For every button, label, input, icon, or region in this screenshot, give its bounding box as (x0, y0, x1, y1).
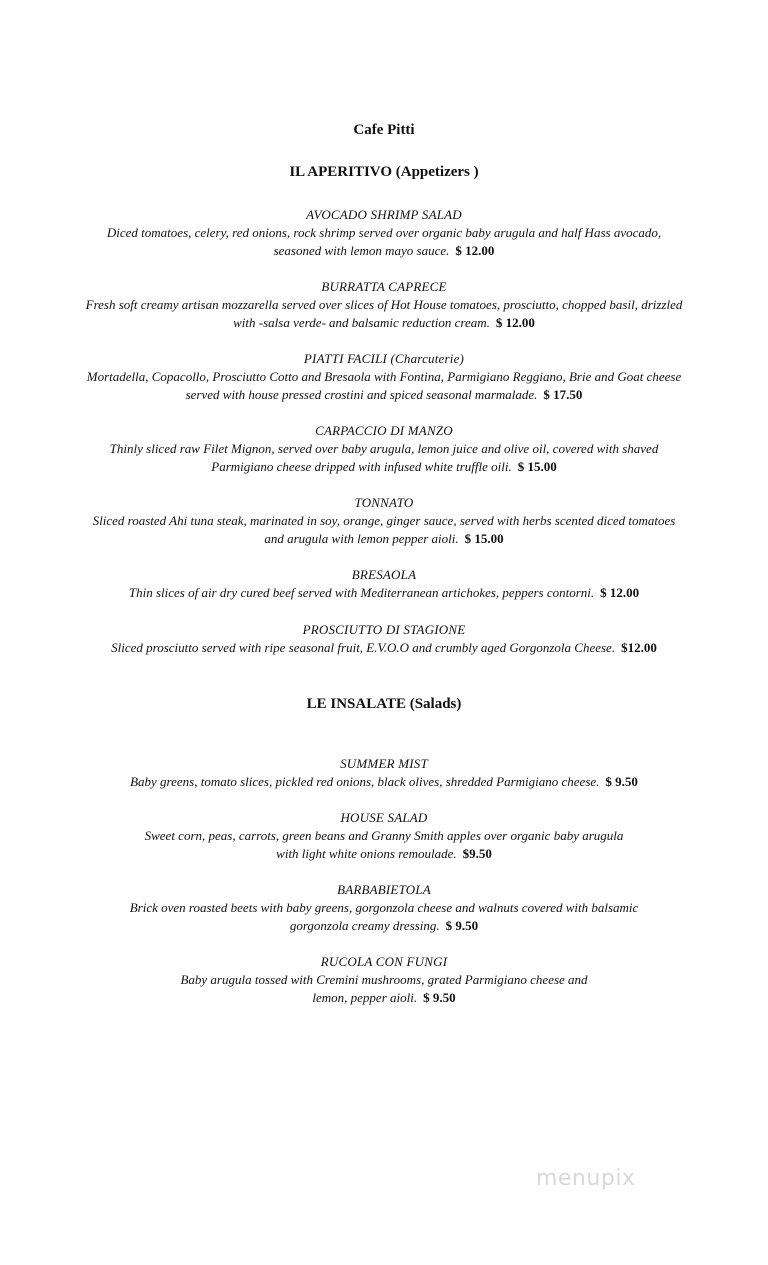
item-name: BRESAOLA (351, 567, 417, 582)
item-name: TONNATO (354, 495, 414, 510)
item-description: Baby arugula tossed with Cremini mushrooms, grated Parmigiano cheese and lemon, pepper aioli. $ 9.50 (180, 972, 588, 1005)
item-price: $12.00 (621, 640, 657, 655)
item-name: HOUSE SALAD (340, 810, 428, 825)
item-price: $ 9.50 (445, 918, 479, 933)
watermark: menupix (536, 1166, 636, 1191)
menu-item-barbabietola (114, 881, 654, 935)
item-name: SUMMER MIST (340, 756, 428, 771)
menu-item-bresaola (84, 566, 684, 602)
item-name: BURRATTA CAPRECE (321, 279, 447, 294)
item-price: $ 12.00 (495, 315, 535, 330)
menu-item-house-salad (134, 809, 634, 863)
menu-item-rucola-con-fungi (164, 953, 604, 1007)
menu-item-carpaccio-di-manzo (84, 422, 684, 476)
item-name: AVOCADO SHRIMP SALAD (306, 207, 462, 222)
item-description: Fresh soft creamy artisan mozzarella served over slices of Hot House tomatoes, prosciutto, chopped basil, drizzled with -salsa verde- and balsamic reduction cream. $ 12.00 (85, 297, 683, 330)
menu-item-tonnato (84, 494, 684, 548)
item-name: CARPACCIO DI MANZO (315, 423, 453, 438)
item-description: Sliced prosciutto served with ripe seasonal fruit, E.V.O.O and crumbly aged Gorgonzola Cheese. $12.00 (111, 640, 657, 655)
item-description: Brick oven roasted beets with baby greens, gorgonzola cheese and walnuts covered with balsamic gorgonzola creamy dressing. $ 9.50 (129, 900, 639, 933)
section-title-appetizers: IL APERITIVO (Appetizers ) (289, 164, 479, 180)
item-price: $ 15.00 (517, 459, 557, 474)
menu-item-avocado-shrimp-salad (84, 206, 684, 260)
item-price: $9.50 (462, 846, 492, 861)
menu-item-piatti-facili (84, 350, 684, 404)
restaurant-name: Cafe Pitti (353, 122, 415, 138)
item-description: Diced tomatoes, celery, red onions, rock shrimp served over organic baby arugula and half Hass avocado, seasoned with lemon mayo sauce. $ 12.00 (106, 225, 662, 258)
item-description: Sliced roasted Ahi tuna steak, marinated in soy, orange, ginger sauce, served with herbs scented diced tomatoes and arugula with lemon pepper aioli. $ 15.00 (92, 513, 676, 546)
item-price: $ 9.50 (423, 990, 456, 1005)
item-description: Thin slices of air dry cured beef served with Mediterranean artichokes, peppers contorni. $ 12.00 (128, 585, 640, 600)
menu-item-burratta-caprece (84, 278, 684, 332)
item-price: $ 17.50 (543, 387, 583, 402)
item-price: $ 12.00 (455, 243, 495, 258)
item-name: PIATTI FACILI (Charcuterie) (303, 351, 465, 366)
item-description: Sweet corn, peas, carrots, green beans and Granny Smith apples over organic baby arugula with light white onions remoulade. $9.50 (144, 828, 624, 861)
item-name: BARBABIETOLA (337, 882, 431, 897)
item-description: Thinly sliced raw Filet Mignon, served over baby arugula, lemon juice and olive oil, covered with shaved Parmigiano cheese dripped with infused white truffle oili. $ 15.00 (109, 441, 659, 474)
item-description: Baby greens, tomato slices, pickled red onions, black olives, shredded Parmigiano cheese. $ 9.50 (130, 774, 638, 789)
item-price: $ 12.00 (600, 585, 640, 600)
item-price: $ 15.00 (464, 531, 504, 546)
menu-item-summer-mist (84, 755, 684, 791)
menu-item-prosciutto-di-stagione (64, 621, 704, 657)
item-price: $ 9.50 (605, 774, 638, 789)
item-description: Mortadella, Copacollo, Prosciutto Cotto and Bresaola with Fontina, Parmigiano Reggiano, Brie and Goat cheese served with house pressed crostini and spiced seasonal marmalade. $ 17.50 (86, 369, 682, 402)
section-title-salads: LE INSALATE (Salads) (306, 696, 462, 712)
item-name: RUCOLA CON FUNGI (320, 954, 448, 969)
item-name: PROSCIUTTO DI STAGIONE (302, 622, 466, 637)
